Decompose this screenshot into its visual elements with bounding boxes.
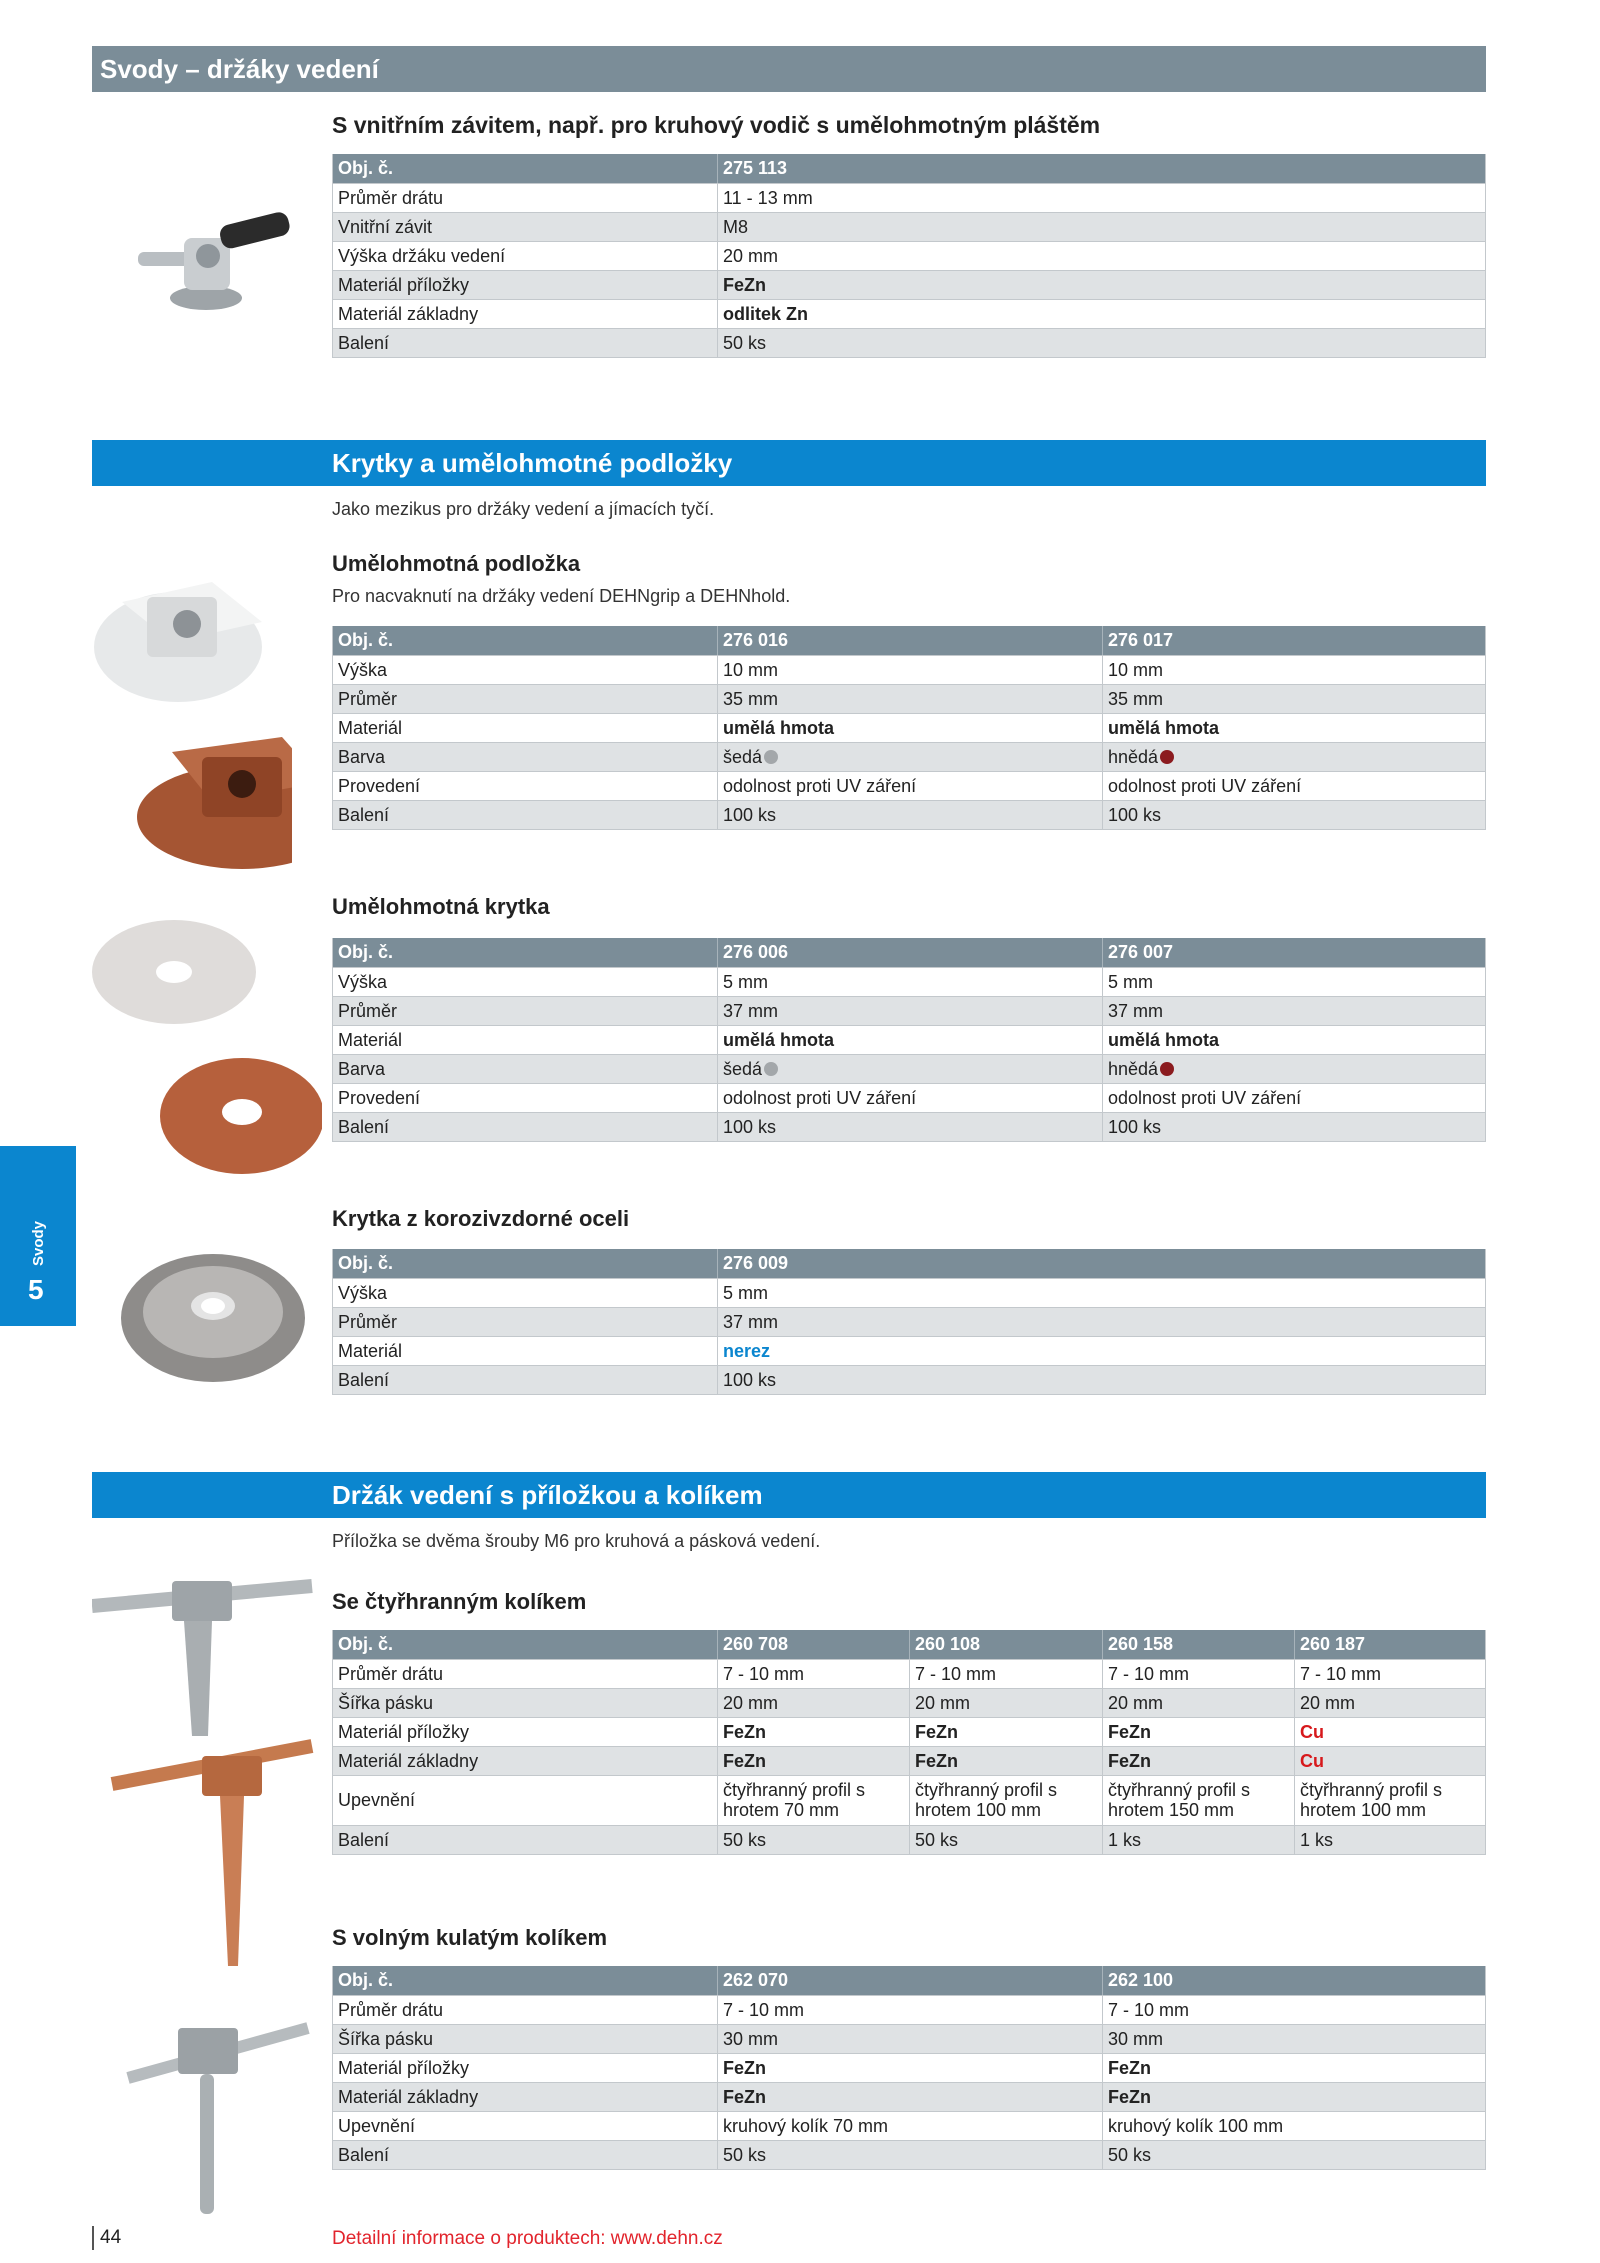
table-cell: 20 mm [718,241,1486,270]
spec-table-275113 [332,154,1486,358]
sub-title: Krytka z korozivzdorné oceli [332,1206,630,1231]
table-cell: čtyřhranný profil s hrotem 150 mm [1103,1775,1295,1825]
table-row [333,1365,1486,1394]
header-cell: 260 108 [910,1630,1103,1659]
table-cell: FeZn [718,2053,1103,2082]
table-row [333,1825,1486,1854]
table-cell: Upevnění [333,2111,718,2140]
table-cell: 50 ks [1103,2140,1486,2169]
table-cell: Balení [333,328,718,357]
table-row [333,299,1486,328]
chapter-label: Svody [30,1220,47,1266]
table-cell: 50 ks [718,2140,1103,2169]
table-cell: Provedení [333,1083,718,1112]
header-cell: 276 017 [1103,626,1486,655]
sub-title: Umělohmotná krytka [332,894,550,919]
header-cell: 260 158 [1103,1630,1295,1659]
table-cell: kruhový kolík 70 mm [718,2111,1103,2140]
table-cell: 7 - 10 mm [1103,1995,1486,2024]
table-cell: umělá hmota [1103,1025,1486,1054]
table-row [333,212,1486,241]
brown-color-dot [1160,1062,1174,1076]
spec-table-square-pin [332,1630,1486,1855]
table-row [333,1717,1486,1746]
table-cell: 7 - 10 mm [1103,1659,1295,1688]
sub-title: S volným kulatým kolíkem [332,1925,608,1950]
header-cell: Obj. č. [333,1249,718,1278]
header-cell: 275 113 [718,154,1486,183]
table-cell: 7 - 10 mm [910,1659,1103,1688]
table-row [333,626,1486,655]
table-cell: 5 mm [718,1278,1486,1307]
brown-color-dot [1160,750,1174,764]
table-cell: 35 mm [718,684,1103,713]
table-cell: Průměr [333,1307,718,1336]
table-cell: Balení [333,800,718,829]
table-cell: FeZn [718,270,1486,299]
table-cell: odolnost proti UV záření [718,771,1103,800]
table-row [333,684,1486,713]
table-cell: 5 mm [1103,967,1486,996]
table-row [333,2053,1486,2082]
header-cell: Obj. č. [333,154,718,183]
table-row [333,2140,1486,2169]
table-cell: Vnitřní závit [333,212,718,241]
table-row [333,996,1486,1025]
table-cell: Materiál [333,1025,718,1054]
table-cell: Materiál příložky [333,270,718,299]
page-number: 44 [92,2226,121,2250]
table-cell: 7 - 10 mm [1295,1659,1486,1688]
header-cell: Obj. č. [333,1630,718,1659]
table-cell: Balení [333,1825,718,1854]
chapter-number: 5 [28,1274,44,1305]
table-cell: Šířka pásku [333,2024,718,2053]
table-cell: Cu [1295,1717,1486,1746]
table-cell: Provedení [333,771,718,800]
table-cell: 7 - 10 mm [718,1659,910,1688]
table-cell: 5 mm [718,967,1103,996]
table-cell: 1 ks [1295,1825,1486,1854]
section2-title-bar [92,440,1486,486]
table-cell: odolnost proti UV záření [718,1083,1103,1112]
table-cell: čtyřhranný profil s hrotem 100 mm [910,1775,1103,1825]
table-cell: 100 ks [718,1365,1486,1394]
table-cell: 20 mm [910,1688,1103,1717]
table-cell: nerez [718,1336,1486,1365]
square-pin-holder-image [92,1546,322,1976]
header-cell: Obj. č. [333,938,718,967]
grey-color-dot [764,750,778,764]
table-row [333,771,1486,800]
header-cell: Obj. č. [333,626,718,655]
color-label: hnědá [1108,746,1159,767]
table-cell: 1 ks [1103,1825,1295,1854]
table-cell [1103,742,1486,771]
table-cell: Cu [1295,1746,1486,1775]
table-cell: 100 ks [718,800,1103,829]
table-row [333,241,1486,270]
table-cell: Materiál [333,713,718,742]
table-cell: Výška [333,655,718,684]
plastic-pad-image [92,562,292,872]
header-cell: Obj. č. [333,1966,718,1995]
sub-desc: Pro nacvaknutí na držáky vedení DEHNgrip a DEHNhold. [332,586,791,606]
section3-desc: Příložka se dvěma šrouby M6 pro kruhová a pásková vedení. [332,1531,821,1551]
table-cell: Šířka pásku [333,1688,718,1717]
table-cell: Průměr drátu [333,1995,718,2024]
table-cell: Výška [333,1278,718,1307]
page-title: Svody – držáky vedení [100,54,379,84]
spec-table-276016 [332,626,1486,830]
table-cell: 100 ks [718,1112,1103,1141]
table-cell: Materiál základny [333,2082,718,2111]
table-row [333,967,1486,996]
header-cell: 262 070 [718,1966,1103,1995]
table-cell: Průměr [333,996,718,1025]
table-cell: FeZn [718,1746,910,1775]
section3-title-bar [92,1472,1486,1518]
table-row [333,1249,1486,1278]
steel-cap-image [118,1248,308,1388]
table-cell: Materiál základny [333,299,718,328]
color-label: hnědá [1108,1058,1159,1079]
table-row [333,1054,1486,1083]
table-cell: Balení [333,1365,718,1394]
table-cell: 100 ks [1103,1112,1486,1141]
table-cell: 37 mm [1103,996,1486,1025]
table-cell [718,1054,1103,1083]
header-cell: 260 708 [718,1630,910,1659]
table-row [333,655,1486,684]
table-row [333,270,1486,299]
table-cell: 10 mm [718,655,1103,684]
table-cell: 20 mm [718,1688,910,1717]
spec-table-276006 [332,938,1486,1142]
table-cell: Materiál základny [333,1746,718,1775]
spec-table-round-pin [332,1966,1486,2170]
table-row [333,2111,1486,2140]
section3-title: Držák vedení s příložkou a kolíkem [332,1480,763,1510]
table-row [333,1659,1486,1688]
table-row [333,1083,1486,1112]
plastic-cap-image [92,920,322,1180]
table-cell: Průměr drátu [333,1659,718,1688]
table-cell: kruhový kolík 100 mm [1103,2111,1486,2140]
table-cell: Balení [333,1112,718,1141]
chapter-tab[interactable] [0,1146,76,1326]
conductor-holder-image [128,190,298,320]
table-cell [1103,1054,1486,1083]
table-cell: 50 ks [718,1825,910,1854]
header-cell: 276 009 [718,1249,1486,1278]
round-pin-holder-image [118,1998,318,2218]
table-cell: Barva [333,1054,718,1083]
color-label: šedá [723,746,763,767]
table-row [333,1278,1486,1307]
table-row [333,2024,1486,2053]
table-cell: Materiál příložky [333,2053,718,2082]
table-row [333,1112,1486,1141]
footer-link[interactable]: Detailní informace o produktech: www.dehn.cz [332,2228,723,2249]
table-cell: 10 mm [1103,655,1486,684]
page-header [92,46,1486,92]
table-cell: odlitek Zn [718,299,1486,328]
section1-subtitle: S vnitřním závitem, např. pro kruhový vodič s umělohmotným pláštěm [332,112,1101,138]
table-row [333,1995,1486,2024]
table-row [333,742,1486,771]
table-cell: umělá hmota [718,713,1103,742]
table-row [333,1746,1486,1775]
table-cell [718,742,1103,771]
table-cell: FeZn [718,2082,1103,2111]
table-cell: FeZn [910,1717,1103,1746]
table-cell: umělá hmota [1103,713,1486,742]
table-row [333,1025,1486,1054]
table-cell: 35 mm [1103,684,1486,713]
table-cell: M8 [718,212,1486,241]
sub-title: Umělohmotná podložka [332,551,581,576]
table-cell: Výška [333,967,718,996]
grey-color-dot [764,1062,778,1076]
header-cell: 262 100 [1103,1966,1486,1995]
table-cell: odolnost proti UV záření [1103,771,1486,800]
table-cell: Upevnění [333,1775,718,1825]
table-cell: Průměr [333,684,718,713]
table-row [333,1966,1486,1995]
table-cell: 30 mm [718,2024,1103,2053]
section2-desc: Jako mezikus pro držáky vedení a jímacích tyčí. [332,499,715,519]
table-row [333,713,1486,742]
table-cell: FeZn [1103,1746,1295,1775]
header-cell: 276 007 [1103,938,1486,967]
table-cell: Balení [333,2140,718,2169]
table-row [333,1307,1486,1336]
table-cell: čtyřhranný profil s hrotem 70 mm [718,1775,910,1825]
spec-table-276009 [332,1249,1486,1395]
sub-title: Se čtyřhranným kolíkem [332,1589,587,1614]
table-cell: umělá hmota [718,1025,1103,1054]
table-cell: 11 - 13 mm [718,183,1486,212]
table-cell: Materiál příložky [333,1717,718,1746]
table-cell: čtyřhranný profil s hrotem 100 mm [1295,1775,1486,1825]
header-cell: 276 016 [718,626,1103,655]
section2-title: Krytky a umělohmotné podložky [332,448,733,478]
table-cell: 30 mm [1103,2024,1486,2053]
table-row [333,1775,1486,1825]
table-cell: Barva [333,742,718,771]
table-row [333,183,1486,212]
table-row [333,938,1486,967]
table-cell: FeZn [910,1746,1103,1775]
table-row [333,1336,1486,1365]
header-cell: 260 187 [1295,1630,1486,1659]
table-row [333,328,1486,357]
table-cell: 20 mm [1295,1688,1486,1717]
table-cell: FeZn [1103,1717,1295,1746]
table-cell: 50 ks [718,328,1486,357]
table-cell: Výška držáku vedení [333,241,718,270]
table-row [333,154,1486,183]
table-cell: FeZn [718,1717,910,1746]
table-cell: 37 mm [718,1307,1486,1336]
table-cell: 37 mm [718,996,1103,1025]
table-cell: odolnost proti UV záření [1103,1083,1486,1112]
table-row [333,2082,1486,2111]
table-cell: FeZn [1103,2053,1486,2082]
table-row [333,1630,1486,1659]
table-row [333,800,1486,829]
color-label: šedá [723,1058,763,1079]
table-cell: FeZn [1103,2082,1486,2111]
table-cell: Materiál [333,1336,718,1365]
table-cell: 50 ks [910,1825,1103,1854]
table-cell: 20 mm [1103,1688,1295,1717]
table-cell: 100 ks [1103,800,1486,829]
table-cell: 7 - 10 mm [718,1995,1103,2024]
header-cell: 276 006 [718,938,1103,967]
table-cell: Průměr drátu [333,183,718,212]
table-row [333,1688,1486,1717]
